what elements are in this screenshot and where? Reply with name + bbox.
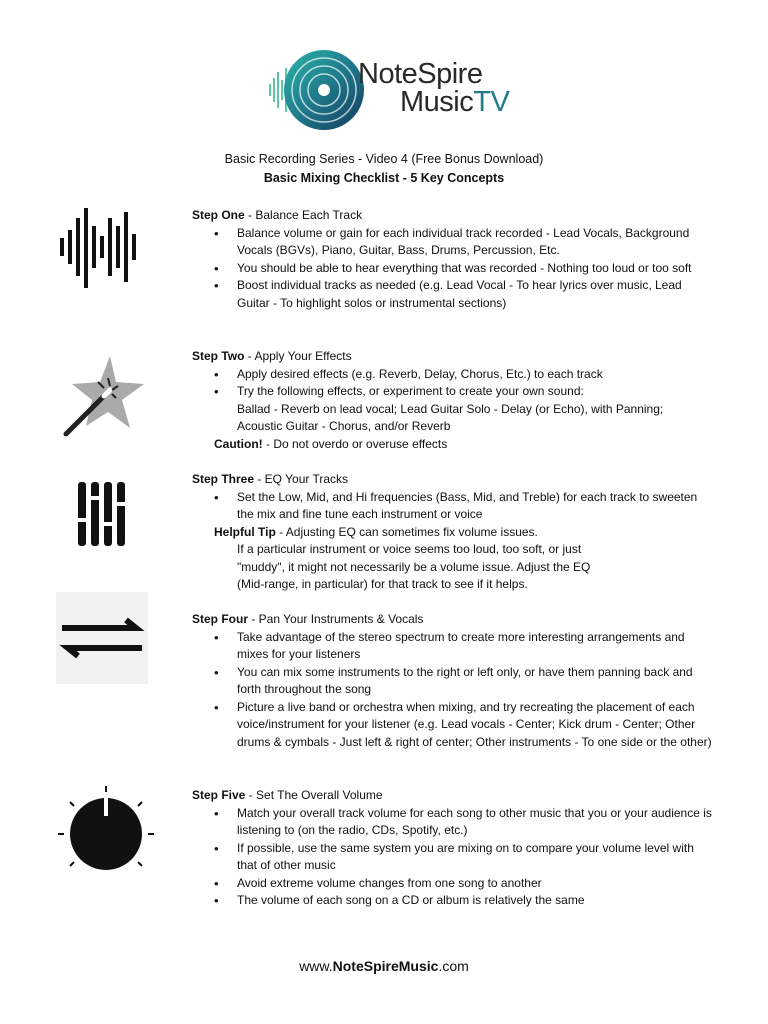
step-heading: Step Three - EQ Your Tracks <box>192 472 349 486</box>
notespire-logo <box>266 44 510 136</box>
list-item: • Take advantage of the stereo spectrum to create more interesting arrangements and mixes for your listeners <box>192 629 712 664</box>
step-heading: Step Five - Set The Overall Volume <box>192 788 383 802</box>
list-item: • Apply desired effects (e.g. Reverb, Delay, Chorus, Etc.) to each track <box>192 366 712 384</box>
list-item: • Avoid extreme volume changes from one song to another <box>192 875 712 893</box>
step-three <box>192 471 712 594</box>
step-heading: Step One - Balance Each Track <box>192 208 363 222</box>
logo-music: Music <box>400 86 474 118</box>
volume-knob-icon <box>56 786 156 880</box>
bullet-list <box>192 489 712 524</box>
list-item: • Boost individual tracks as needed (e.g. Lead Vocal - To hear lyrics over music, Lead Guitar - To highlight solos or instrumental sections) <box>192 277 712 312</box>
list-item: • If possible, use the same system you are mixing on to compare your volume level with that of other music <box>192 840 712 875</box>
logo-text-line1: NoteSpire <box>358 58 483 90</box>
caution-note: Caution! - Do not overdo or overuse effects <box>214 436 448 451</box>
helpful-tip: Helpful Tip - Adjusting EQ can sometimes fix volume issues. <box>214 524 538 539</box>
series-subtitle: Basic Recording Series - Video 4 (Free Bonus Download) <box>224 152 544 166</box>
bullet-list <box>192 629 712 752</box>
vinyl-soundwave-icon <box>266 44 366 136</box>
step-four <box>192 611 712 751</box>
example-line: Acoustic Guitar - Chorus, and/or Reverb <box>237 419 451 433</box>
equalizer-sliders-icon <box>76 482 128 546</box>
tip-line: (Mid-range, in particular) for that track to see if it helps. <box>237 577 528 591</box>
bullet-list <box>192 805 712 910</box>
step-heading: Step Four - Pan Your Instruments & Vocals <box>192 612 424 626</box>
bullet-list <box>192 225 712 313</box>
page-title: Basic Mixing Checklist - 5 Key Concepts <box>263 171 505 185</box>
website-link[interactable]: www.NoteSpireMusic.com <box>299 958 469 974</box>
bullet-list <box>192 366 712 401</box>
list-item: • The volume of each song on a CD or album is relatively the same <box>192 892 712 910</box>
waveform-icon <box>58 204 142 290</box>
step-heading: Step Two - Apply Your Effects <box>192 349 352 363</box>
list-item: • Match your overall track volume for each song to other music that you or your audience is listening to (on the radio, CDs, Spotify, etc.) <box>192 805 712 840</box>
tip-line: "muddy", it might not necessarily be a volume issue. Adjust the EQ <box>237 559 591 574</box>
magic-wand-icon <box>58 354 152 440</box>
list-item: • You should be able to hear everything that was recorded - Nothing too loud or too soft <box>192 260 712 278</box>
step-five <box>192 787 712 910</box>
list-item: • You can mix some instruments to the right or left only, or have them panning back and forth throughout the song <box>192 664 712 699</box>
list-item: • Balance volume or gain for each individual track recorded - Lead Vocals, Background Vocals (BGVs), Piano, Guitar, Bass, Drums, Percussion, Etc. <box>192 225 712 260</box>
step-one <box>192 207 712 312</box>
logo-text-line2 <box>400 86 509 119</box>
pan-arrows-icon <box>56 592 148 684</box>
list-item: • Try the following effects, or experiment to create your own sound: <box>192 383 712 401</box>
tip-line: If a particular instrument or voice seems too loud, too soft, or just <box>237 542 582 556</box>
example-line: Ballad - Reverb on lead vocal; Lead Guitar Solo - Delay (or Echo), with Panning; <box>237 401 664 416</box>
step-two <box>192 348 712 453</box>
logo-tv: TV <box>473 86 510 118</box>
list-item: • Picture a live band or orchestra when mixing, and try recreating the placement of each voice/instrument for your listener (e.g. Lead vocals - Center; Kick drum - Center; Other drums & cymbals - Just left & right of center; Other instruments - To one side or the other) <box>192 699 712 752</box>
list-item: • Set the Low, Mid, and Hi frequencies (Bass, Mid, and Treble) for each track to sweeten the mix and fine tune each instrument or voice <box>192 489 712 524</box>
